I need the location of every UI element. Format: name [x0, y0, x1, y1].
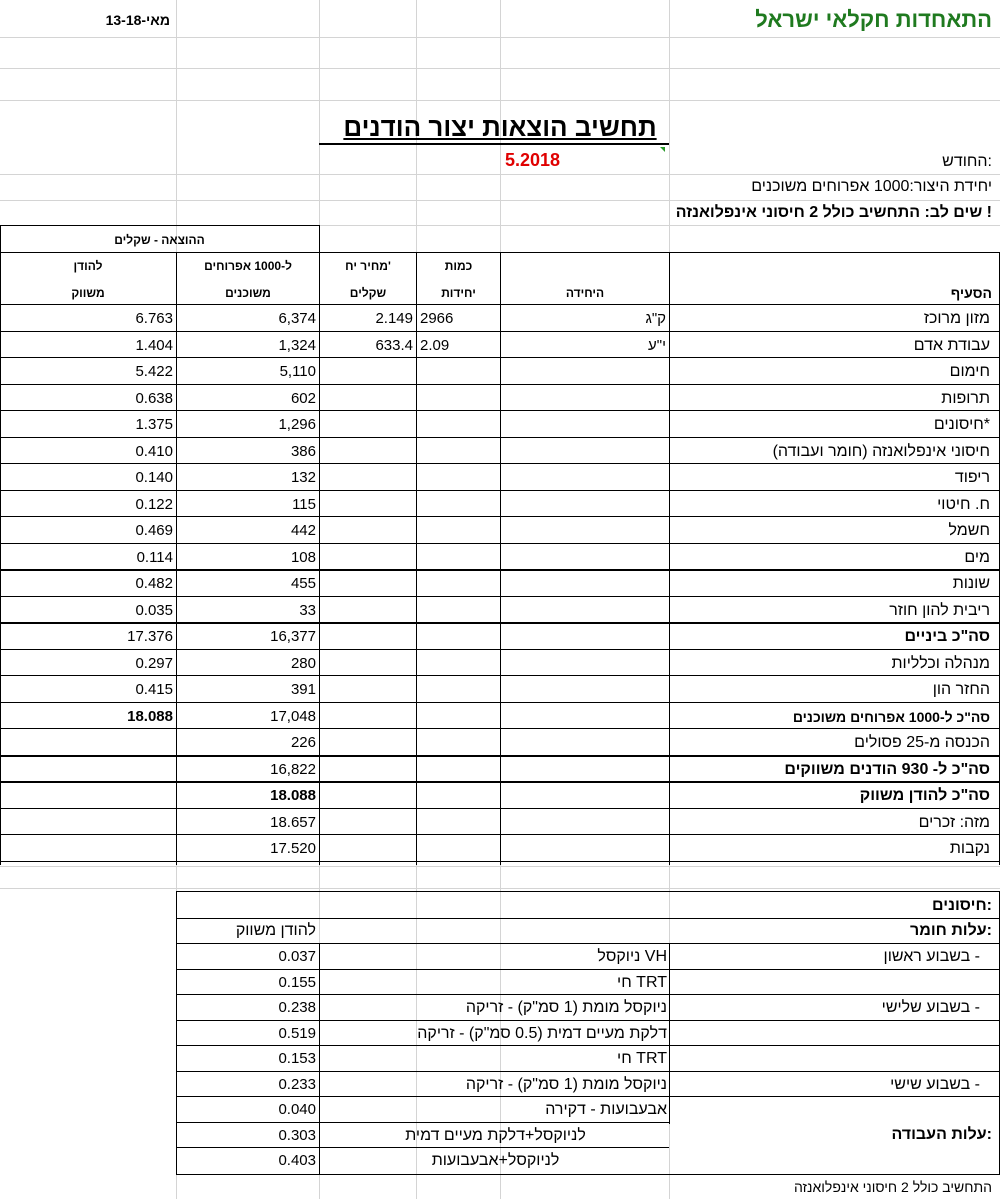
- row-per-turkey-cell[interactable]: [3, 760, 173, 780]
- row-unit: ק"ג: [645, 310, 666, 327]
- row-qty-cell[interactable]: [420, 468, 500, 488]
- row-price-cell[interactable]: [322, 680, 413, 700]
- report-date: 13-מאי-18: [105, 12, 170, 28]
- row-qty-cell[interactable]: [420, 548, 500, 568]
- row-per1000-cell[interactable]: 280: [290, 655, 316, 672]
- row-item-label: סה"כ להודן משווק: [859, 787, 990, 804]
- col-qty-bottom: יחידות: [441, 286, 476, 300]
- row-per-turkey-cell[interactable]: 0.410: [135, 443, 173, 460]
- row-item-label: מזה: זכרים: [918, 814, 990, 831]
- vaccine-desc: ניוקסל מומת (1 סמ"ק) - זריקה: [465, 999, 667, 1016]
- org-name: התאחדות חקלאי ישראל: [755, 7, 992, 32]
- row-item-label: סה"כ ל- 930 הודנים משווקים: [784, 761, 990, 778]
- vaccine-week: [700, 1151, 980, 1171]
- row-price-cell[interactable]: [322, 627, 413, 647]
- vaccine-value-cell[interactable]: 0.519: [278, 1025, 316, 1042]
- vaccine-desc: חי TRT: [617, 1050, 667, 1067]
- table-border: [0, 225, 319, 226]
- table-border: [416, 252, 417, 865]
- col-qty-top: כמות: [444, 259, 473, 273]
- vaccine-value-cell[interactable]: 0.037: [278, 948, 316, 965]
- row-item-label: חיסוני אינפלואנזה (חומר ועבודה): [772, 443, 990, 460]
- row-per1000-cell[interactable]: 455: [290, 575, 316, 592]
- row-price-cell[interactable]: [322, 574, 413, 594]
- vaccine-desc: לניוקסל+אבעבועות: [431, 1152, 560, 1169]
- row-border: [0, 702, 1000, 703]
- row-price-cell[interactable]: [322, 415, 413, 435]
- row-qty-cell[interactable]: [420, 839, 500, 859]
- row-item-label: ח. חיטוי: [937, 496, 990, 513]
- vaccine-row-border: [176, 994, 1000, 995]
- row-item-label: מזון מרוכז: [923, 310, 990, 327]
- row-border: [0, 357, 1000, 358]
- vaccine-value-cell[interactable]: 0.155: [278, 974, 316, 991]
- row-price-cell[interactable]: [322, 760, 413, 780]
- row-price-cell[interactable]: [322, 733, 413, 753]
- row-price-cell[interactable]: [322, 548, 413, 568]
- row-item-label: נקבות: [949, 840, 990, 857]
- row-qty-cell[interactable]: [420, 442, 500, 462]
- row-unit: [560, 839, 666, 859]
- gridline: [0, 100, 1000, 101]
- vaccine-desc: אבעבועות - דקירה: [545, 1101, 667, 1118]
- row-unit: [560, 521, 666, 541]
- production-unit: יחידת היצור:1000 אפרוחים משוכנים: [751, 178, 992, 195]
- row-price-cell[interactable]: 2.149: [375, 310, 413, 327]
- row-per-turkey-cell[interactable]: 0.482: [135, 575, 173, 592]
- row-per1000-cell[interactable]: 18.088: [270, 787, 316, 804]
- row-per1000-cell[interactable]: 16,377: [270, 628, 316, 645]
- vaccine-box-border: [176, 891, 1000, 892]
- row-per-turkey-cell[interactable]: 0.638: [135, 390, 173, 407]
- row-price-cell[interactable]: [322, 362, 413, 382]
- row-per1000-cell[interactable]: 33: [299, 602, 316, 619]
- row-border: [0, 384, 1000, 385]
- row-qty-cell[interactable]: [420, 786, 500, 806]
- row-item-label: חשמל: [948, 522, 990, 539]
- row-border: [0, 331, 1000, 332]
- row-item-label: תרופות: [941, 390, 990, 407]
- row-border: [0, 781, 1000, 783]
- vaccine-box-border: [319, 943, 320, 1174]
- vaccine-value-cell[interactable]: 0.040: [278, 1101, 316, 1118]
- row-per-turkey-cell[interactable]: [3, 733, 173, 753]
- row-border: [0, 755, 1000, 757]
- vaccine-week: [700, 1100, 980, 1120]
- per-turkey-header: להודן משווק: [235, 922, 316, 939]
- month-label: החודש:: [942, 153, 992, 170]
- row-item-label: הכנסה מ-25 פסולים: [854, 734, 990, 751]
- vaccine-box-border: [176, 1174, 1000, 1175]
- row-item-label: חיסונים*: [933, 416, 990, 433]
- row-qty-cell[interactable]: [420, 521, 500, 541]
- vaccine-row-border: [176, 943, 1000, 944]
- row-unit: [560, 495, 666, 515]
- table-border: [0, 225, 1, 865]
- row-per1000-cell[interactable]: 391: [290, 681, 316, 698]
- row-item-label: ריפוד: [954, 469, 990, 486]
- row-unit: [560, 654, 666, 674]
- vaccine-row-border: [176, 1020, 1000, 1021]
- gridline: [0, 888, 1000, 889]
- row-item-label: מנהלה וכלליות: [891, 655, 990, 672]
- row-price-cell[interactable]: [322, 468, 413, 488]
- row-item-label: סה"כ ביניים: [904, 628, 990, 645]
- row-per1000-cell[interactable]: 132: [290, 469, 316, 486]
- vaccine-desc: ניוקסל מומת (1 סמ"ק) - זריקה: [465, 1076, 667, 1093]
- row-border: [0, 649, 1000, 650]
- row-item-label: החזר הון: [932, 681, 990, 698]
- row-price-cell[interactable]: [322, 654, 413, 674]
- row-qty-cell[interactable]: [420, 495, 500, 515]
- gridline: [0, 37, 1000, 38]
- row-border: [0, 437, 1000, 438]
- row-border: [0, 490, 1000, 491]
- row-per1000-cell[interactable]: 108: [290, 549, 316, 566]
- vaccine-week: בשבוע ראשון -: [883, 948, 980, 965]
- table-border: [176, 252, 177, 865]
- row-qty-cell[interactable]: [420, 707, 500, 727]
- row-qty-cell[interactable]: [420, 415, 500, 435]
- row-per1000-cell[interactable]: 442: [290, 522, 316, 539]
- row-price-cell[interactable]: [322, 839, 413, 859]
- labor-cost-label: עלות העבודה:: [891, 1126, 992, 1143]
- row-unit: [560, 680, 666, 700]
- vaccine-row-border: [176, 1045, 1000, 1046]
- row-item-label: מים: [964, 549, 990, 566]
- vaccine-value-cell[interactable]: 0.403: [278, 1152, 316, 1169]
- row-qty-cell[interactable]: [420, 733, 500, 753]
- row-unit: [560, 548, 666, 568]
- row-per-turkey-cell[interactable]: 18.088: [127, 708, 173, 725]
- row-per-turkey-cell[interactable]: [3, 813, 173, 833]
- row-unit: [560, 786, 666, 806]
- row-unit: [560, 707, 666, 727]
- col-price-top: מחיר יח': [345, 259, 391, 273]
- row-per-turkey-cell[interactable]: 1.404: [135, 337, 173, 354]
- vaccines-title: חיסונים:: [932, 897, 992, 914]
- row-per1000-cell[interactable]: 1,324: [278, 337, 316, 354]
- row-price-cell[interactable]: [322, 389, 413, 409]
- vaccine-value-cell[interactable]: 0.153: [278, 1050, 316, 1067]
- vaccine-desc: ניוקסל VH: [597, 948, 667, 965]
- row-border: [0, 622, 1000, 624]
- vaccine-desc: דלקת מעיים דמית (0.5 סמ"ק) - זריקה: [417, 1025, 667, 1042]
- row-per-turkey-cell[interactable]: 0.035: [135, 602, 173, 619]
- row-per-turkey-cell[interactable]: 0.469: [135, 522, 173, 539]
- row-qty-cell[interactable]: [420, 574, 500, 594]
- row-unit: [560, 601, 666, 621]
- table-bottom-border: [0, 861, 1000, 862]
- vaccine-row-border: [176, 1071, 1000, 1072]
- row-per-turkey-cell[interactable]: 5.422: [135, 363, 173, 380]
- vaccine-value-cell[interactable]: 0.238: [278, 999, 316, 1016]
- row-unit: [560, 574, 666, 594]
- row-per1000-cell[interactable]: 602: [290, 390, 316, 407]
- vaccine-row-border: [176, 1096, 1000, 1097]
- row-unit: [560, 468, 666, 488]
- table-border: [319, 225, 320, 865]
- vaccine-row-border: [176, 969, 1000, 970]
- comment-marker: [660, 147, 665, 152]
- row-item-label: חימום: [949, 363, 990, 380]
- row-border: [0, 808, 1000, 809]
- row-qty-cell[interactable]: [420, 362, 500, 382]
- row-unit: י"ע: [648, 337, 666, 354]
- row-unit: [560, 362, 666, 382]
- row-unit: [560, 442, 666, 462]
- vaccine-box-border: [176, 891, 177, 1175]
- page-title: תחשיב הוצאות יצור הודנים: [343, 112, 657, 142]
- col-item: הסעיף: [950, 285, 992, 301]
- row-unit: [560, 733, 666, 753]
- row-border: [0, 543, 1000, 544]
- row-qty-cell[interactable]: [420, 760, 500, 780]
- row-price-cell[interactable]: [322, 707, 413, 727]
- col-unit: היחידה: [565, 286, 605, 300]
- row-unit: [560, 760, 666, 780]
- vaccine-box-border: [176, 918, 1000, 919]
- row-border: [0, 569, 1000, 571]
- col-per1000-top: ל-1000 אפרוחים: [204, 259, 292, 273]
- row-item-label: עבודת אדם: [913, 337, 990, 354]
- row-per1000-cell[interactable]: 5,110: [279, 363, 316, 380]
- row-unit: [560, 415, 666, 435]
- row-item-label: סה"כ ל-1000 אפרוחים משוכנים: [792, 709, 990, 725]
- row-price-cell[interactable]: [322, 521, 413, 541]
- vaccine-desc: לניוקסל+דלקת מעיים דמית: [405, 1127, 586, 1144]
- row-qty-cell[interactable]: [420, 389, 500, 409]
- row-per1000-cell[interactable]: 115: [292, 496, 316, 513]
- table-border: [500, 252, 501, 865]
- row-per1000-cell[interactable]: 16,822: [270, 761, 316, 778]
- vaccine-desc: חי TRT: [617, 974, 667, 991]
- gridline: [0, 200, 1000, 201]
- row-item-label: שונות: [952, 575, 990, 592]
- row-price-cell[interactable]: [322, 495, 413, 515]
- row-qty-cell[interactable]: 2.09: [420, 337, 450, 354]
- row-price-cell[interactable]: [322, 601, 413, 621]
- vaccine-week: [700, 973, 980, 993]
- row-per-turkey-cell[interactable]: 0.140: [135, 469, 173, 486]
- col-per1000-bottom: משוכנים: [225, 286, 271, 300]
- row-border: [0, 675, 1000, 676]
- row-item-label: ריבית להון חוזר: [889, 602, 990, 619]
- row-unit: [560, 627, 666, 647]
- vaccine-row-border: [176, 1122, 669, 1123]
- row-border: [0, 304, 1000, 305]
- influenza-note: שים לב: התחשיב כולל 2 חיסוני אינפלואנזה !: [675, 204, 992, 221]
- row-price-cell[interactable]: [322, 442, 413, 462]
- month-value[interactable]: 5.2018: [505, 150, 561, 170]
- row-qty-cell[interactable]: [420, 601, 500, 621]
- row-per1000-cell[interactable]: 1,296: [278, 416, 316, 433]
- row-per1000-cell[interactable]: 17.520: [270, 840, 316, 857]
- row-per1000-cell[interactable]: 6,374: [278, 310, 316, 327]
- gridline: [0, 174, 1000, 175]
- row-border: [0, 516, 1000, 517]
- row-price-cell[interactable]: [322, 813, 413, 833]
- vaccine-value-cell[interactable]: 0.303: [278, 1127, 316, 1144]
- row-border: [0, 834, 1000, 835]
- material-cost-label: עלות חומר:: [910, 922, 992, 939]
- vaccine-row-border: [176, 1147, 669, 1148]
- vaccine-week: [700, 1024, 980, 1044]
- row-per-turkey-cell[interactable]: 0.415: [135, 681, 173, 698]
- footnote: התחשיב כולל 2 חיסוני אינפלואנזה: [793, 1179, 992, 1195]
- row-border: [0, 728, 1000, 729]
- row-per-turkey-cell[interactable]: [3, 786, 173, 806]
- vaccine-week: בשבוע שלישי -: [881, 999, 980, 1016]
- row-per-turkey-cell[interactable]: 17.376: [127, 628, 173, 645]
- row-price-cell[interactable]: 633.4: [375, 337, 413, 354]
- row-qty-cell[interactable]: [420, 627, 500, 647]
- expense-group-header: ההוצאה - שקלים: [114, 233, 205, 247]
- row-per-turkey-cell[interactable]: [3, 839, 173, 859]
- row-per-turkey-cell[interactable]: 0.114: [136, 549, 173, 566]
- col-price-bottom: שקלים: [349, 286, 387, 300]
- vaccine-week: [700, 1126, 980, 1146]
- gridline: [0, 68, 1000, 69]
- row-border: [0, 410, 1000, 411]
- vaccine-week: [700, 1049, 980, 1069]
- row-qty-cell[interactable]: 2966: [420, 310, 454, 327]
- col-per-turkey-top: להודן: [73, 259, 103, 273]
- row-price-cell[interactable]: [322, 786, 413, 806]
- row-unit: [560, 389, 666, 409]
- row-per-turkey-cell[interactable]: 0.297: [135, 655, 173, 672]
- row-border: [0, 596, 1000, 597]
- row-per1000-cell[interactable]: 18.657: [270, 814, 316, 831]
- row-qty-cell[interactable]: [420, 654, 500, 674]
- row-per1000-cell[interactable]: 17,048: [270, 708, 316, 725]
- row-border: [0, 463, 1000, 464]
- row-per1000-cell[interactable]: 386: [290, 443, 316, 460]
- vaccine-value-cell[interactable]: 0.233: [278, 1076, 316, 1093]
- row-unit: [560, 813, 666, 833]
- col-per-turkey-bottom: משווק: [71, 286, 105, 300]
- row-per-turkey-cell[interactable]: 1.375: [135, 416, 173, 433]
- row-per-turkey-cell[interactable]: 0.122: [135, 496, 173, 513]
- row-qty-cell[interactable]: [420, 813, 500, 833]
- table-border: [669, 252, 670, 865]
- title-underline-left: [319, 143, 669, 145]
- row-per1000-cell[interactable]: 226: [290, 734, 316, 751]
- vaccine-week: בשבוע שישי -: [890, 1076, 980, 1093]
- row-qty-cell[interactable]: [420, 680, 500, 700]
- gridline: [0, 866, 1000, 867]
- row-per-turkey-cell[interactable]: 6.763: [135, 310, 173, 327]
